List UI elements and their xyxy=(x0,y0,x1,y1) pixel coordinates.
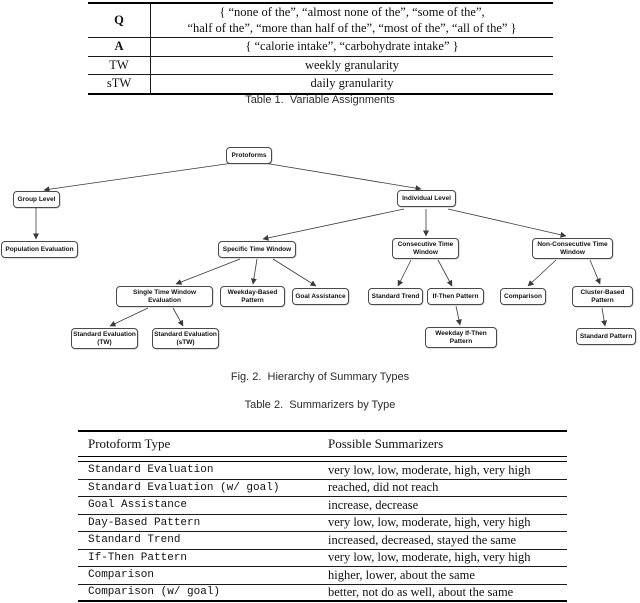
table2-summarizers-cell: very low, low, moderate, high, very high xyxy=(328,550,531,565)
tree-node-specific-time-window: Specific Time Window xyxy=(218,241,296,258)
table2-type-cell: Standard Trend xyxy=(88,534,181,547)
table-row xyxy=(88,74,553,93)
table2-type-cell: Standard Evaluation xyxy=(88,464,214,477)
table-2-caption: Table 2. Summarizers by Type xyxy=(244,399,396,411)
table-row xyxy=(78,532,567,550)
table-2-summarizers-by-type xyxy=(78,430,567,602)
table2-type-cell: Day-Based Pattern xyxy=(88,516,201,529)
table-row xyxy=(78,550,567,568)
table-1-variable-assignments xyxy=(88,2,553,95)
table1-value-a: { “calorie intake”, “carbohydrate intake” } xyxy=(245,39,459,53)
tree-node-standard-pattern: Standard Pattern xyxy=(576,328,636,345)
table1-var-a: A xyxy=(88,38,151,56)
tree-node-single-time-window-evaluation: Single Time Window Evaluation xyxy=(116,286,213,307)
tree-node-if-then-pattern: If-Then Pattern xyxy=(427,288,484,305)
table2-summarizers-cell: higher, lower, about the same xyxy=(328,567,475,582)
table-row xyxy=(78,585,567,603)
table-row xyxy=(78,462,567,480)
tree-node-weekday-if-then-pattern: Weekday If-Then Pattern xyxy=(425,327,497,348)
table2-header-row xyxy=(78,432,567,456)
table1-var-tw: TW xyxy=(88,57,151,75)
table-row xyxy=(78,515,567,533)
table-row xyxy=(88,37,553,56)
table-row xyxy=(78,480,567,498)
figure-2-hierarchy-diagram xyxy=(0,140,640,380)
table-row xyxy=(78,567,567,585)
tree-node-weekday-based-pattern: Weekday-Based Pattern xyxy=(220,286,285,307)
tree-node-standard-trend: Standard Trend xyxy=(368,288,423,305)
tree-node-comparison: Comparison xyxy=(500,288,546,305)
table2-summarizers-cell: reached, did not reach xyxy=(328,480,439,495)
table2-header-possible-summarizers: Possible Summarizers xyxy=(328,436,444,451)
tree-node-non-consecutive-time-window: Non-Consecutive Time Window xyxy=(532,238,613,259)
table2-type-cell: Goal Assistance xyxy=(88,499,188,512)
table1-value-tw: weekly granularity xyxy=(304,57,400,72)
tree-node-standard-evaluation-tw: Standard Evaluation (TW) xyxy=(71,328,138,349)
table2-summarizers-cell: very low, low, moderate, high, very high xyxy=(328,515,531,530)
tree-node-protoforms: Protoforms xyxy=(226,147,272,164)
tree-node-individual-level: Individual Level xyxy=(397,190,456,207)
table2-summarizers-cell: increase, decrease xyxy=(328,497,419,512)
table2-type-cell: Standard Evaluation (w/ goal) xyxy=(88,481,280,494)
tree-node-standard-evaluation-stw: Standard Evaluation (sTW) xyxy=(152,328,219,349)
table2-summarizers-cell: better, not do as well, about the same xyxy=(328,584,514,599)
tree-node-consecutive-time-window: Consecutive Time Window xyxy=(392,238,459,259)
tree-node-population-evaluation: Population Evaluation xyxy=(1,241,78,258)
figure-2-caption: Fig. 2. Hierarchy of Summary Types xyxy=(230,371,410,383)
table1-var-stw: sTW xyxy=(88,75,151,93)
table2-header-protoform-type: Protoform Type xyxy=(88,436,171,451)
table1-value-stw: daily granularity xyxy=(310,76,394,90)
table2-type-cell: Comparison (w/ goal) xyxy=(88,586,221,599)
table-row xyxy=(88,56,553,75)
tree-node-goal-assistance: Goal Assistance xyxy=(292,288,349,305)
tree-node-group-level: Group Level xyxy=(13,191,60,208)
table2-summarizers-cell: increased, decreased, stayed the same xyxy=(328,532,517,547)
table-row xyxy=(78,497,567,515)
tree-node-cluster-based-pattern: Cluster-Based Pattern xyxy=(572,286,633,307)
table1-value-q: { “none of the”, “almost none of the”, “some of the”, “half of the”, “more than half of the”, “most of the”, “all of the” } xyxy=(187,5,517,35)
table2-type-cell: Comparison xyxy=(88,569,155,582)
table-row xyxy=(88,4,553,37)
table2-type-cell: If-Then Pattern xyxy=(88,551,188,564)
table-1-caption: Table 1. Variable Assignments xyxy=(245,94,395,106)
table2-summarizers-cell: very low, low, moderate, high, very high xyxy=(328,462,531,477)
table1-var-q: Q xyxy=(88,4,151,37)
